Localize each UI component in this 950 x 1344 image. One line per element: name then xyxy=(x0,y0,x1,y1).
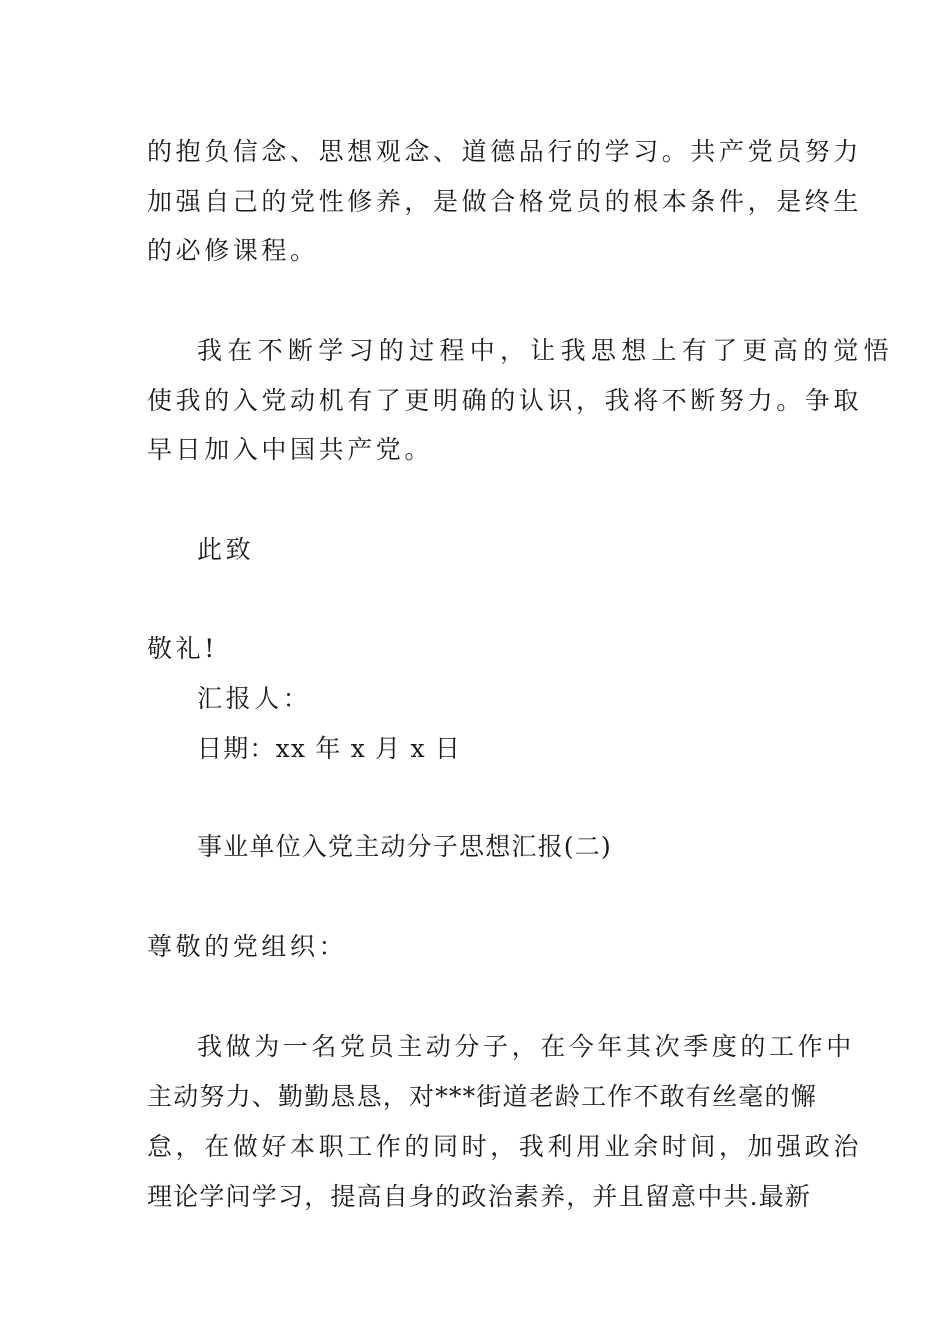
date-line: 日期：xx 年 x 月 x 日 xyxy=(197,734,462,763)
paragraph-line: 的必修课程。 xyxy=(147,236,319,265)
paragraph-line: 我做为一名党员主动分子，在今年其次季度的工作中 xyxy=(197,1032,855,1061)
paragraph-line: 加强自己的党性修养，是做合格党员的根本条件，是终生 xyxy=(147,187,863,216)
paragraph-line: 早日加入中国共产党。 xyxy=(147,435,434,464)
reporter-label: 汇报人： xyxy=(197,684,312,713)
section-title: 事业单位入党主动分子思想汇报(二) xyxy=(197,832,612,861)
greeting-text: 尊敬的党组织： xyxy=(147,932,348,961)
paragraph-line: 使我的入党动机有了更明确的认识，我将不断努力。争取 xyxy=(147,386,863,415)
paragraph-line: 的抱负信念、思想观念、道德品行的学习。共产党员努力 xyxy=(147,137,863,166)
paragraph-line: 怠，在做好本职工作的同时，我利用业余时间，加强政治 xyxy=(147,1132,863,1161)
closing-text: 此致 xyxy=(197,535,255,564)
paragraph-line: 主动努力、勤勤恳恳，对***街道老龄工作不敢有丝毫的懈 xyxy=(147,1082,817,1111)
salute-text: 敬礼! xyxy=(147,634,218,663)
paragraph-line: 理论学问学习，提高自身的政治素养，并且留意中共.最新 xyxy=(147,1182,812,1211)
paragraph-line: 我在不断学习的过程中，让我思想上有了更高的觉悟 xyxy=(197,336,894,365)
